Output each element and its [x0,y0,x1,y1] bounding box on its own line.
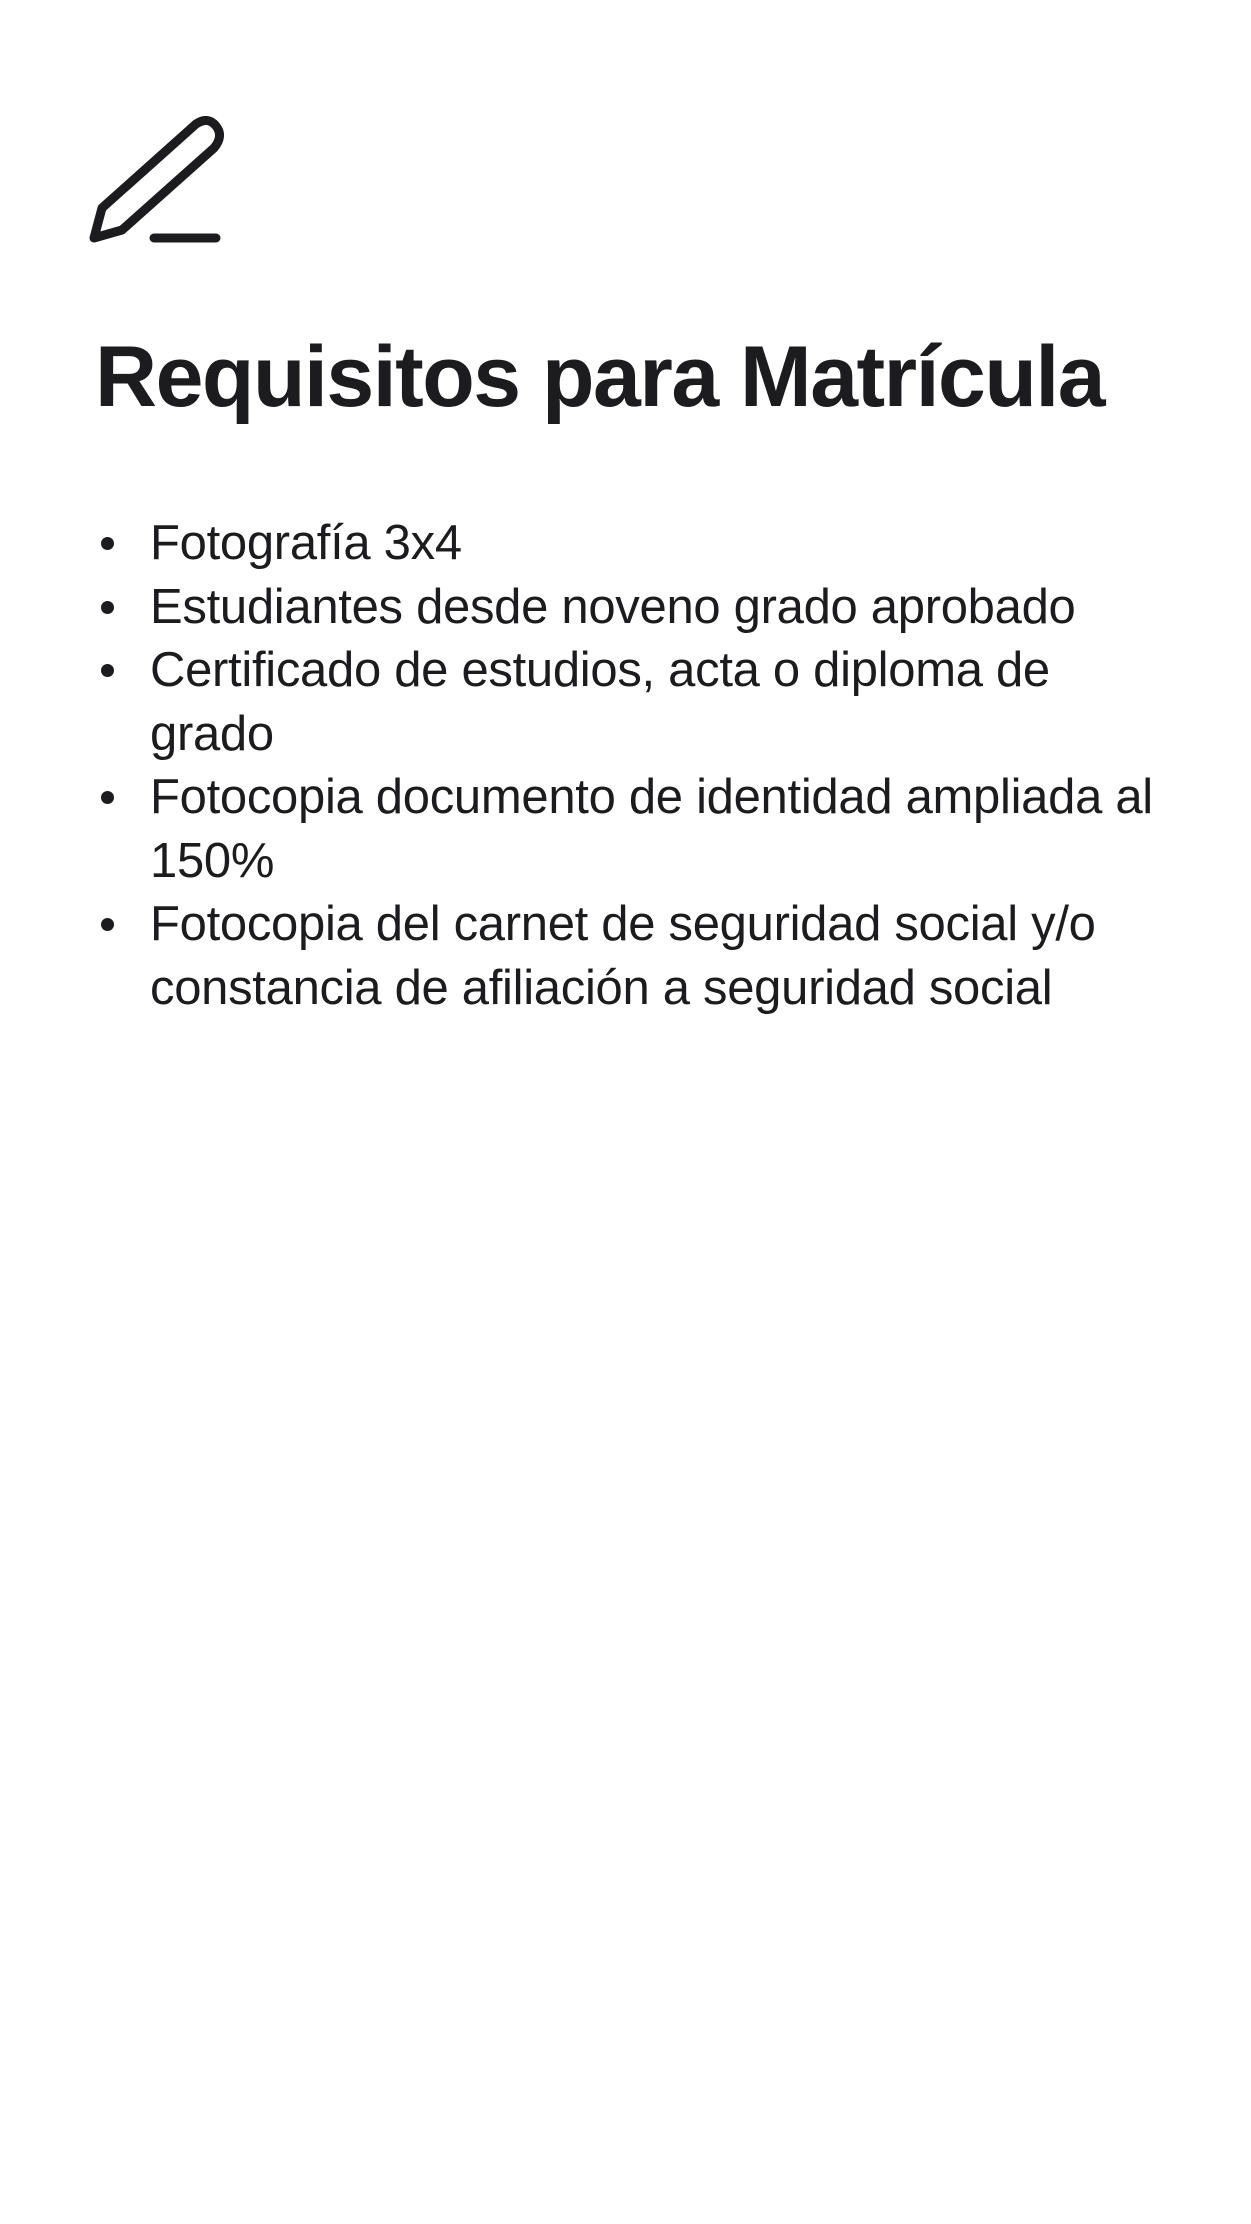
bullet-icon [101,664,114,677]
list-item-text: Fotocopia documento de identidad ampliada al 150% [150,770,1153,888]
bullet-icon [101,537,114,550]
pencil-icon[interactable] [86,116,226,246]
list-item-text: Fotografía 3x4 [150,516,462,570]
list-item [95,576,1175,640]
list-item [95,639,1175,766]
list-item [95,893,1175,1020]
bullet-icon [101,791,114,804]
note-title: Requisitos para Matrícula [95,329,1105,425]
list-item [95,512,1175,576]
requirements-list [95,512,1175,1020]
list-item [95,766,1175,893]
list-item-text: Estudiantes desde noveno grado aprobado [150,579,1076,634]
list-item-text: Certificado de estudios, acta o diploma de grado [150,643,1050,761]
bullet-icon [101,601,114,614]
list-item-text: Fotocopia del carnet de seguridad social y/o constancia de afiliación a seguridad social [150,897,1096,1015]
bullet-icon [101,918,114,931]
